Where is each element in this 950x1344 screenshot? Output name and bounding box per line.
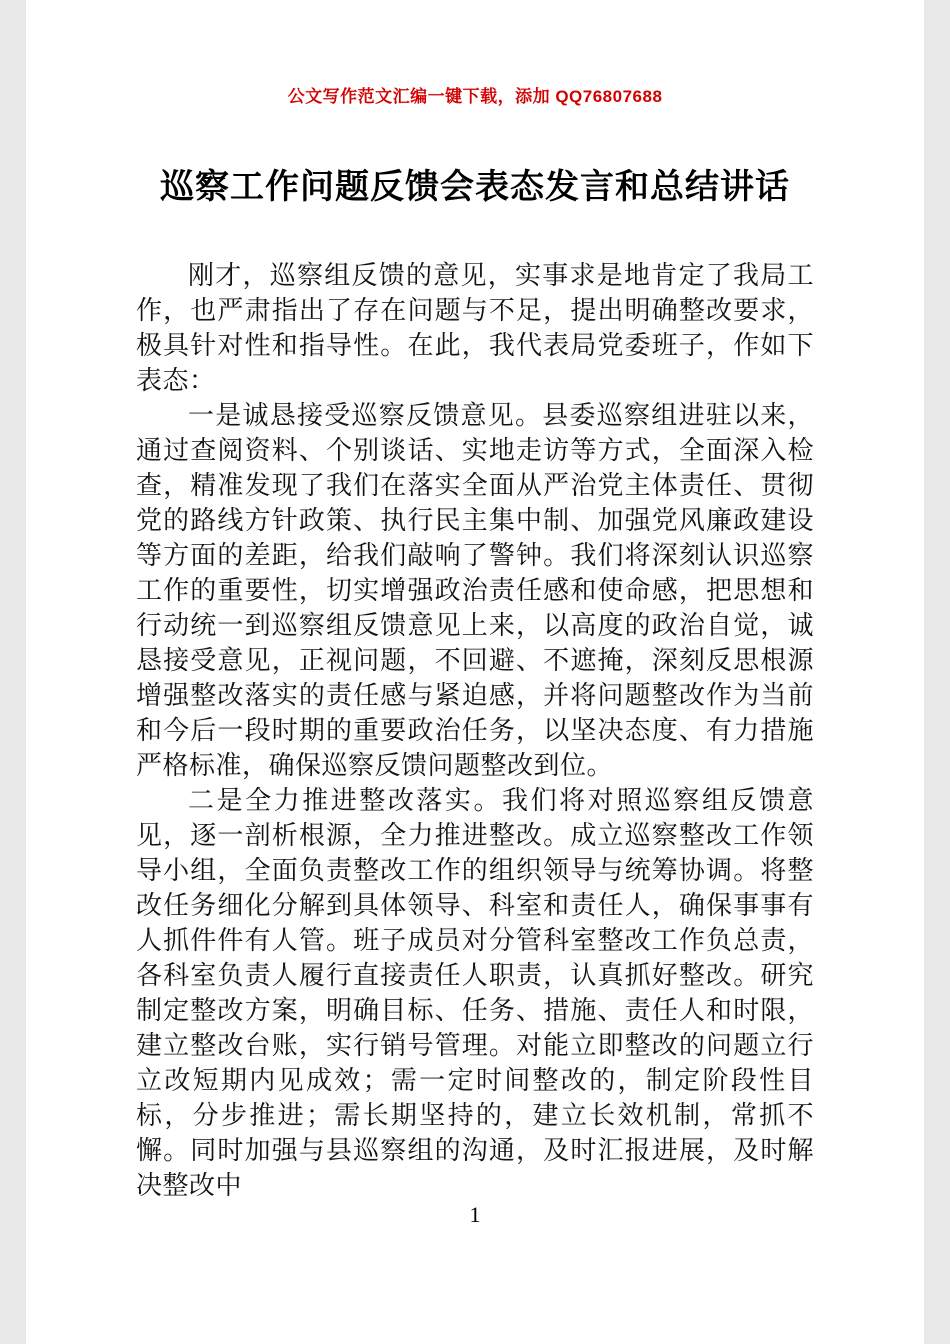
document-body xyxy=(136,258,814,1203)
document-title: 巡察工作问题反馈会表态发言和总结讲话 xyxy=(160,169,790,206)
document-page xyxy=(26,0,924,1344)
header-notice: 公文写作范文汇编一键下载，添加 QQ76807688 xyxy=(287,87,663,106)
page-number: 1 xyxy=(469,1202,481,1227)
paragraph: 一是诚恳接受巡察反馈意见。县委巡察组进驻以来，通过查阅资料、个别谈话、实地走访等方式，全面深入检查，精准发现了我们在落实全面从严治党主体责任、贯彻党的路线方针政策、执行民主集中制、加强党风廉政建设等方面的差距，给我们敲响了警钟。我们将深刻认识巡察工作的重要性，切实增强政治责任感和使命感，把思想和行动统一到巡察组反馈意见上来，以高度的政治自觉，诚恳接受意见，正视问题，不回避、不遮掩，深刻反思根源增强整改落实的责任感与紧迫感，并将问题整改作为当前和今后一段时期的重要政治任务，以坚决态度、有力措施严格标准，确保巡察反馈问题整改到位。 xyxy=(136,401,814,780)
paragraph: 二是全力推进整改落实。我们将对照巡察组反馈意见，逐一剖析根源，全力推进整改。成立巡察整改工作领导小组，全面负责整改工作的组织领导与统筹协调。将整改任务细化分解到具体领导、科室和责任人，确保事事有人抓件件有人管。班子成员对分管科室整改工作负总责，各科室负责人履行直接责任人职责，认真抓好整改。研究制定整改方案，明确目标、任务、措施、责任人和时限，建立整改台账，实行销号管理。对能立即整改的问题立行立改短期内见成效；需一定时间整改的，制定阶段性目标，分步推进；需长期坚持的，建立长效机制，常抓不懈。同时加强与县巡察组的沟通，及时汇报进展，及时解决整改中 xyxy=(136,786,814,1200)
paragraph: 刚才，巡察组反馈的意见，实事求是地肯定了我局工作，也严肃指出了存在问题与不足，提出明确整改要求，极具针对性和指导性。在此，我代表局党委班子，作如下表态： xyxy=(136,261,814,395)
